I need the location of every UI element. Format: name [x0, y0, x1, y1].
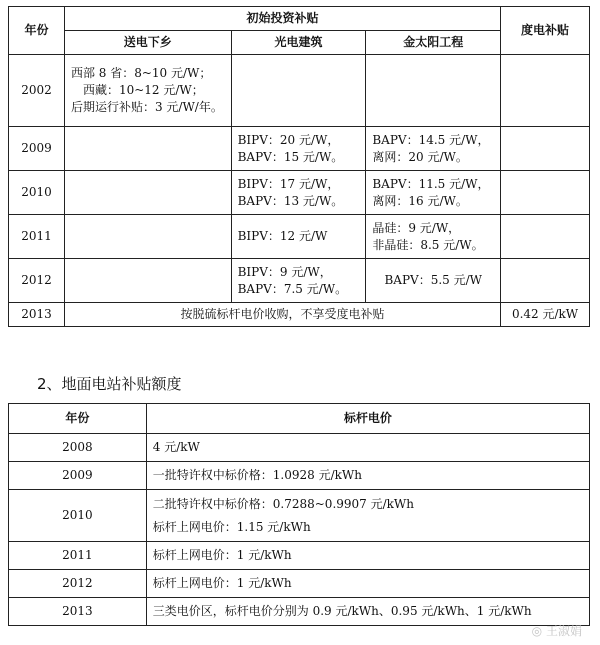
cell-line: 4 元/kW	[152, 440, 200, 454]
table-row	[9, 171, 590, 215]
cell-rural	[64, 127, 231, 171]
cell-line: 标杆上网电价：1.15 元/kWh	[152, 519, 311, 534]
cell-line: BIPV：20 元/W，	[237, 132, 340, 147]
cell-line: BAPV：11.5 元/W，	[372, 176, 490, 191]
cell-per-kwh	[501, 171, 590, 215]
header-initial-subsidy: 初始投资补贴	[64, 7, 500, 31]
cell-per-kwh	[501, 55, 590, 127]
cell-rural	[64, 55, 231, 127]
year-cell: 2009	[9, 127, 65, 171]
cell-line: 三类电价区，标杆电价分别为 0.9 元/kWh、0.95 元/kWh、1 元/kWh	[152, 604, 532, 618]
cell-line: 后期运行补贴：3 元/W/年。	[70, 100, 223, 114]
table-row	[9, 434, 590, 462]
cell-per-kwh	[501, 127, 590, 171]
cell-line: BIPV：17 元/W，	[237, 176, 340, 191]
table-row	[9, 55, 590, 127]
merged-note-cell: 按脱硫标杆电价收购，不享受度电补贴	[64, 303, 500, 327]
price-cell	[146, 570, 589, 598]
price-cell	[146, 434, 589, 462]
cell-golden-sun	[366, 55, 501, 127]
cell-pv-building	[231, 215, 366, 259]
header-pv-building: 光电建筑	[231, 31, 366, 55]
year-cell: 2012	[9, 570, 147, 598]
table-row	[9, 127, 590, 171]
table-row	[9, 542, 590, 570]
table-row	[9, 303, 590, 327]
price-cell	[146, 598, 589, 626]
cell-line: BAPV：13 元/W。	[237, 193, 344, 208]
cell-line: 西部 8 省：8~10 元/W；	[70, 66, 212, 80]
cell-line: 一批特许权中标价格：1.0928 元/kWh	[152, 468, 362, 482]
cell-per-kwh: 0.42 元/kW	[501, 303, 590, 327]
cell-line: 离网：20 元/W。	[372, 149, 468, 164]
year-cell: 2012	[9, 259, 65, 303]
year-cell: 2002	[9, 55, 65, 127]
header-golden-sun: 金太阳工程	[366, 31, 501, 55]
cell-line: BAPV：14.5 元/W，	[372, 132, 490, 147]
cell-line: 晶硅：9 元/W，	[372, 220, 461, 235]
cell-line: 标杆上网电价：1 元/kWh	[152, 576, 292, 590]
cell-line: 二批特许权中标价格：0.7288~0.9907 元/kWh	[152, 496, 414, 511]
cell-line: BAPV：15 元/W。	[237, 149, 344, 164]
watermark-text: 王淑娟	[545, 624, 582, 638]
price-cell	[146, 462, 589, 490]
cell-line: 离网：16 元/W。	[372, 193, 468, 208]
cell-per-kwh	[501, 259, 590, 303]
year-cell: 2008	[9, 434, 147, 462]
price-cell	[146, 542, 589, 570]
cell-pv-building	[231, 171, 366, 215]
cell-rural	[64, 171, 231, 215]
cell-line: BIPV：9 元/W，	[237, 264, 332, 279]
wechat-icon: ◎	[531, 624, 543, 638]
cell-per-kwh	[501, 215, 590, 259]
year-cell: 2011	[9, 215, 65, 259]
section-title: 2、地面电站补贴额度	[37, 375, 182, 393]
cell-line: 非晶硅：8.5 元/W。	[372, 237, 484, 252]
cell-line: 标杆上网电价：1 元/kWh	[152, 548, 292, 562]
year-cell: 2010	[9, 171, 65, 215]
header-year: 年份	[9, 404, 147, 434]
cell-pv-building	[231, 55, 366, 127]
table-row	[9, 462, 590, 490]
table-row	[9, 490, 590, 542]
cell-rural	[64, 215, 231, 259]
table-row	[9, 259, 590, 303]
year-cell: 2009	[9, 462, 147, 490]
watermark	[532, 622, 582, 639]
year-cell: 2011	[9, 542, 147, 570]
cell-line: 西藏：10~12 元/W；	[82, 83, 204, 97]
header-per-kwh-subsidy: 度电补贴	[501, 7, 590, 55]
cell-line: BIPV：12 元/W	[237, 229, 328, 243]
cell-golden-sun	[366, 259, 501, 303]
year-cell: 2013	[9, 598, 147, 626]
header-benchmark-price: 标杆电价	[146, 404, 589, 434]
header-year: 年份	[9, 7, 65, 55]
table-row	[9, 598, 590, 626]
cell-pv-building	[231, 127, 366, 171]
subsidy-table	[8, 6, 590, 327]
year-cell: 2010	[9, 490, 147, 542]
ground-station-table	[8, 403, 590, 626]
year-cell: 2013	[9, 303, 65, 327]
cell-golden-sun	[366, 127, 501, 171]
header-rural-electrification: 送电下乡	[64, 31, 231, 55]
cell-golden-sun	[366, 171, 501, 215]
cell-golden-sun	[366, 215, 501, 259]
price-cell	[146, 490, 589, 542]
cell-pv-building	[231, 259, 366, 303]
cell-line: BAPV：7.5 元/W。	[237, 281, 348, 296]
table-row	[9, 215, 590, 259]
cell-line: BAPV：5.5 元/W	[384, 273, 482, 287]
table-row	[9, 570, 590, 598]
cell-rural	[64, 259, 231, 303]
